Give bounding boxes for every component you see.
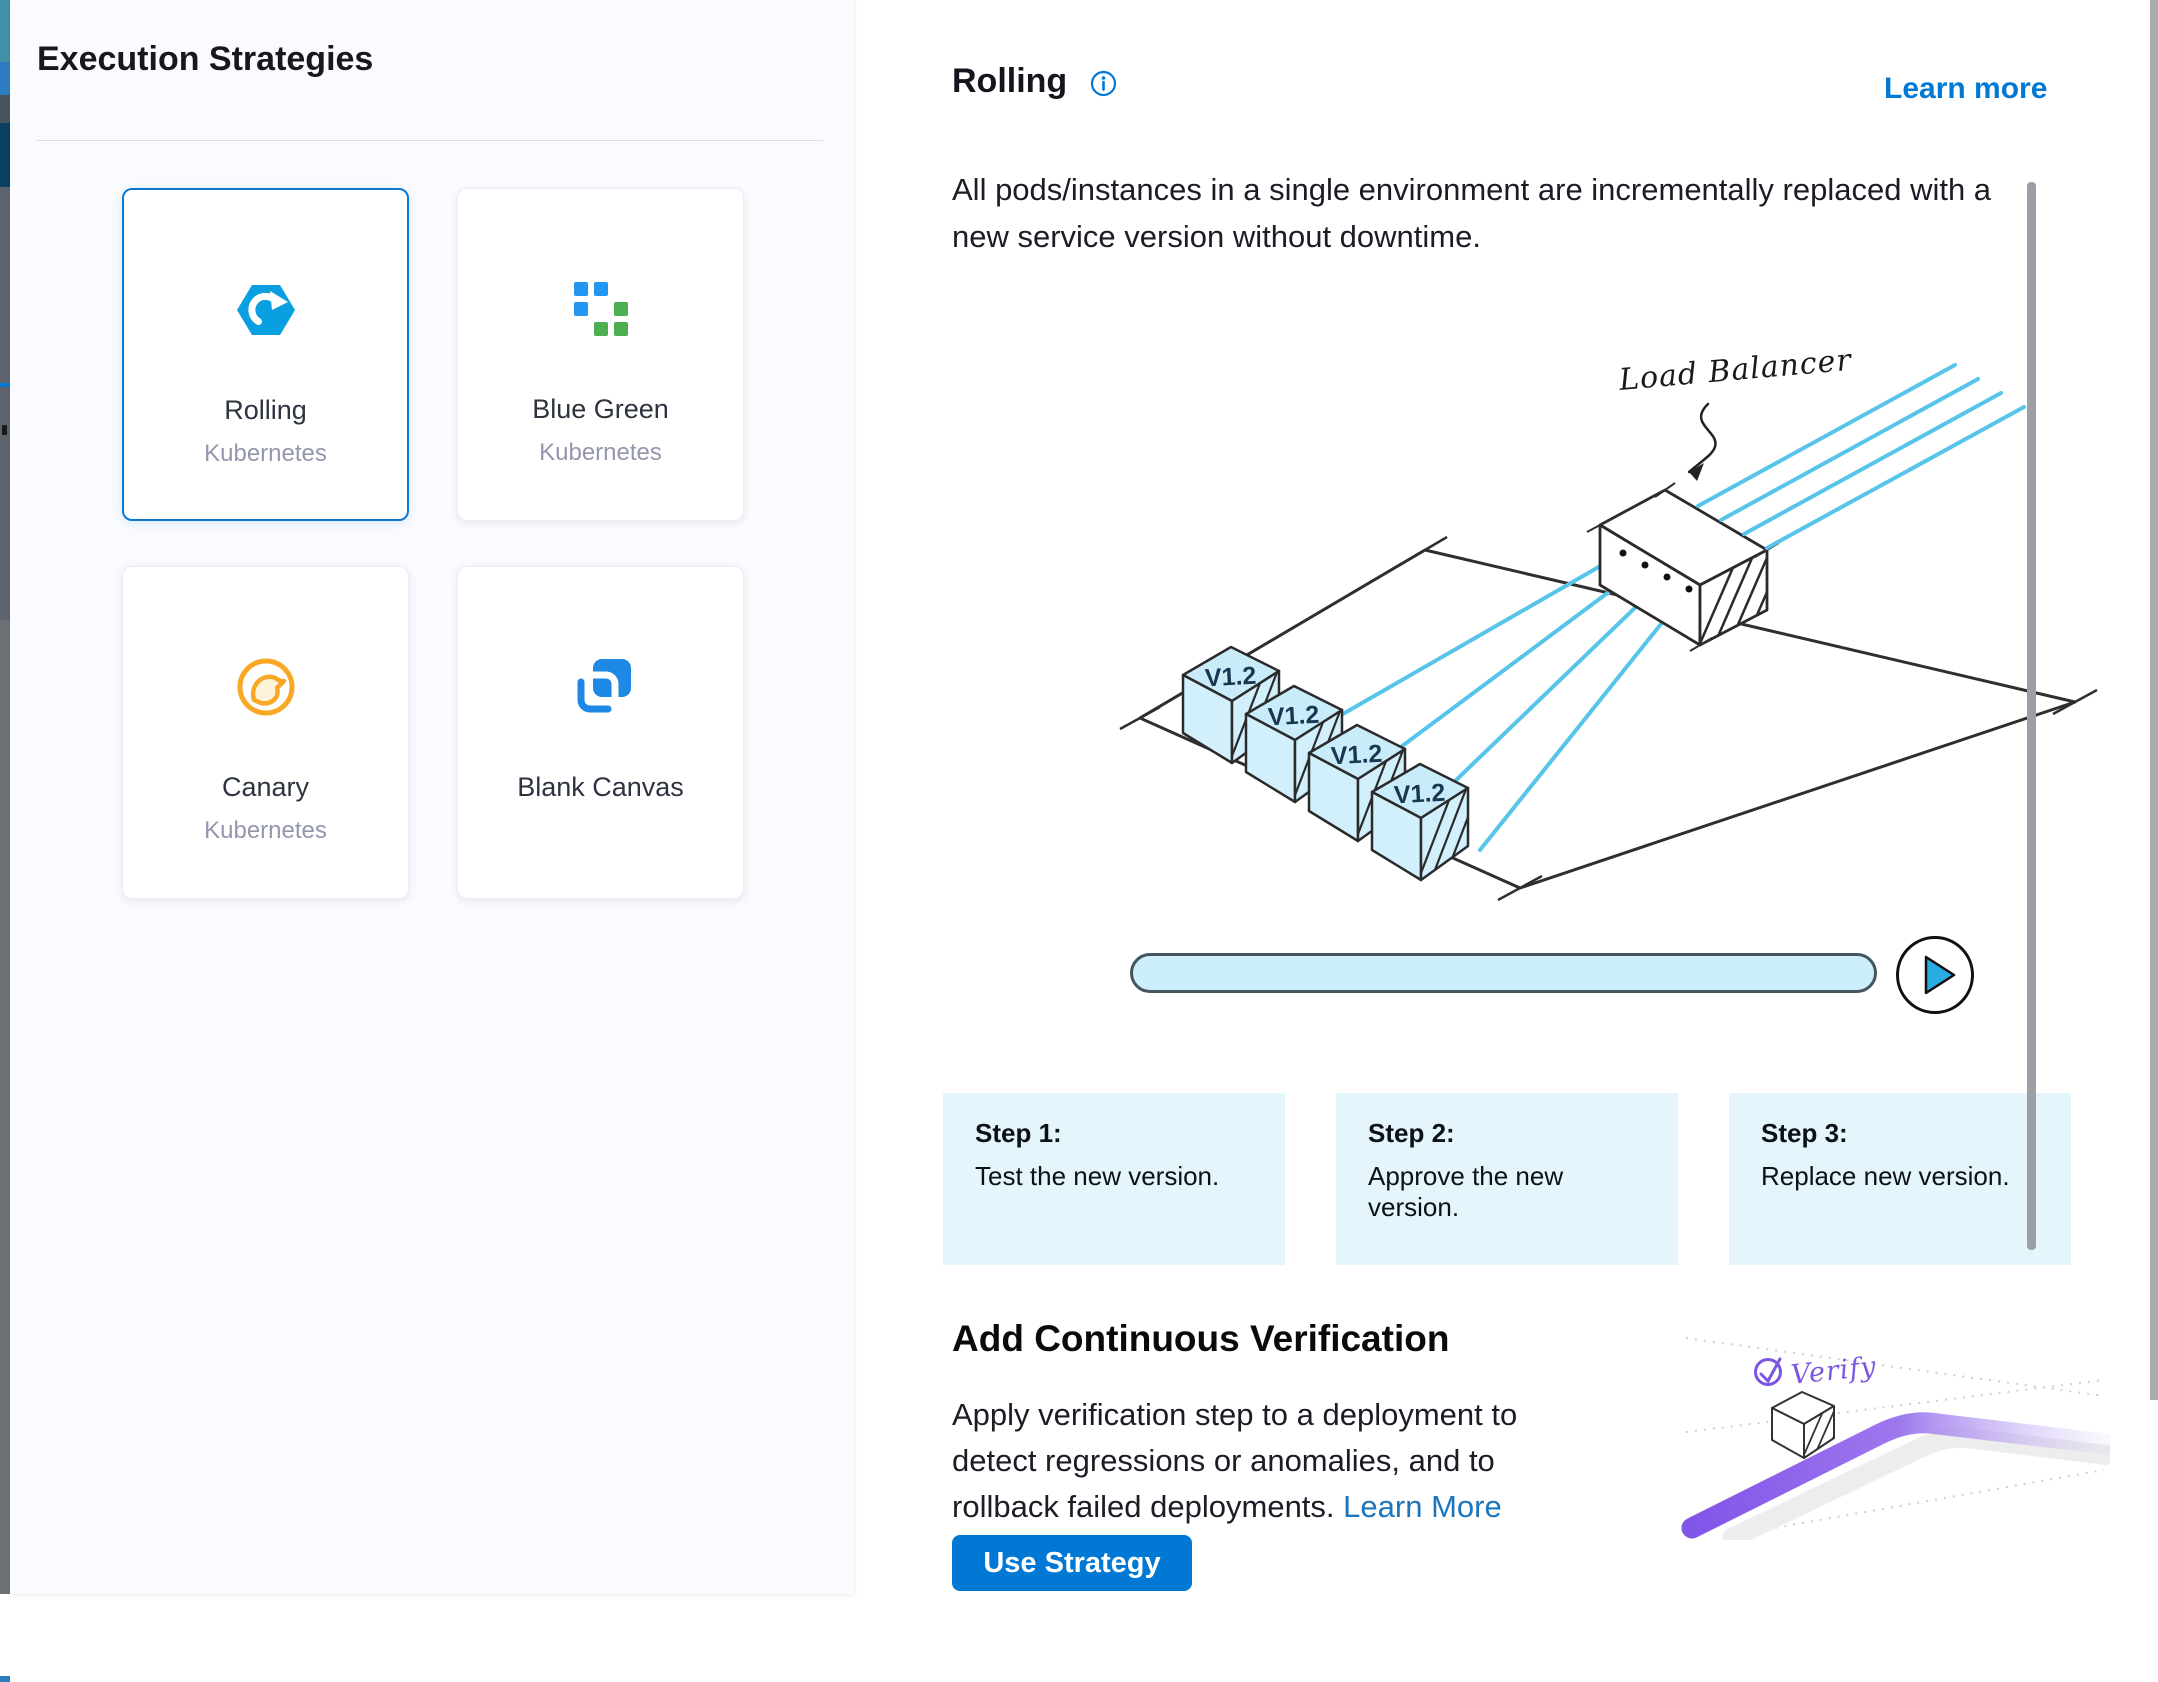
pod-label: V1.2 [1393,778,1446,810]
purple-ribbon [1692,1423,2106,1528]
step-text: Test the new version. [975,1161,1220,1191]
step-callout-3 [1729,1093,2071,1265]
verify-illustration [1680,1322,2110,1540]
step-title: Step 1: [975,1118,1062,1148]
strategy-detail-title: Rolling [952,62,1068,100]
card-sublabel: Kubernetes [539,439,662,466]
edge-seg [0,387,10,620]
window-scrollbar-thumb[interactable] [2150,0,2158,1400]
blue-green-icon [569,277,633,341]
rolling-deployment-illustration [1100,300,2100,950]
pod-cube [1372,764,1492,892]
info-icon[interactable] [1090,70,1117,97]
use-strategy-button[interactable]: Use Strategy [952,1535,1192,1591]
edge-seg [0,1594,10,1676]
strategy-description [952,166,1991,260]
check-circle-icon [1756,1359,1781,1385]
card-sublabel: Kubernetes [204,440,327,467]
page-title: Execution Strategies [37,40,374,78]
step-title: Step 3: [1761,1118,1848,1148]
strategies-panel [10,0,855,1594]
edge-seg [0,0,10,62]
panel-scrollbar-thumb[interactable] [2027,182,2036,1250]
play-button[interactable] [1896,936,1974,1014]
edge-seg [0,1676,10,1682]
card-label: Blue Green [532,394,669,424]
card-sublabel: Kubernetes [204,817,327,844]
strategy-card-rolling[interactable] [122,188,409,521]
card-label: Rolling [224,395,307,425]
strategy-card-canary[interactable] [122,566,409,899]
pod-label: V1.2 [1330,739,1383,771]
strategy-card-blue-green[interactable] [457,188,744,521]
verification-body-line: rollback failed deployments. Learn More [952,1489,1502,1524]
step-text: Replace new version. [1761,1161,2010,1191]
edge-seg [0,123,10,187]
edge-seg [0,95,10,123]
edge-seg [0,187,10,383]
edge-seg [0,620,10,1594]
learn-more-link[interactable]: Learn more [1884,72,2048,105]
verification-heading: Add Continuous Verification [952,1318,1450,1359]
edge-glyph [2,425,7,435]
verify-label: Verify [1789,1351,1879,1391]
verification-body-line: Apply verification step to a deployment to [952,1397,1518,1432]
animation-progress-bar[interactable] [1130,953,1877,993]
verification-body-line: detect regressions or anomalies, and to [952,1443,1495,1478]
step-callout-2 [1336,1093,1678,1265]
traffic-lines-out [1698,365,2024,548]
step-callout-1 [943,1093,1285,1265]
description-line: new service version without downtime. [952,219,1481,254]
step-text: Approve the new version. [1368,1161,1564,1222]
pod-label: V1.2 [1204,661,1257,693]
card-label: Blank Canvas [517,772,684,802]
blank-canvas-icon [569,655,633,719]
annotation-arrow [1689,404,1715,481]
verification-body [952,1392,1517,1530]
play-icon [1899,939,1971,1011]
strategy-card-blank-canvas[interactable] [457,566,744,899]
description-line: All pods/instances in a single environment are incrementally replaced with a [952,172,1992,207]
pod-label: V1.2 [1267,700,1320,732]
load-balancer-box [1587,483,1801,663]
edge-seg [0,62,10,95]
rolling-icon [234,278,298,342]
step-title: Step 2: [1368,1118,1455,1148]
canary-icon [234,655,298,719]
divider [37,140,823,141]
load-balancer-label: Load Balancer [1617,342,1854,398]
card-label: Canary [221,772,310,802]
learn-more-verification-link[interactable]: Learn More [1343,1489,1502,1524]
